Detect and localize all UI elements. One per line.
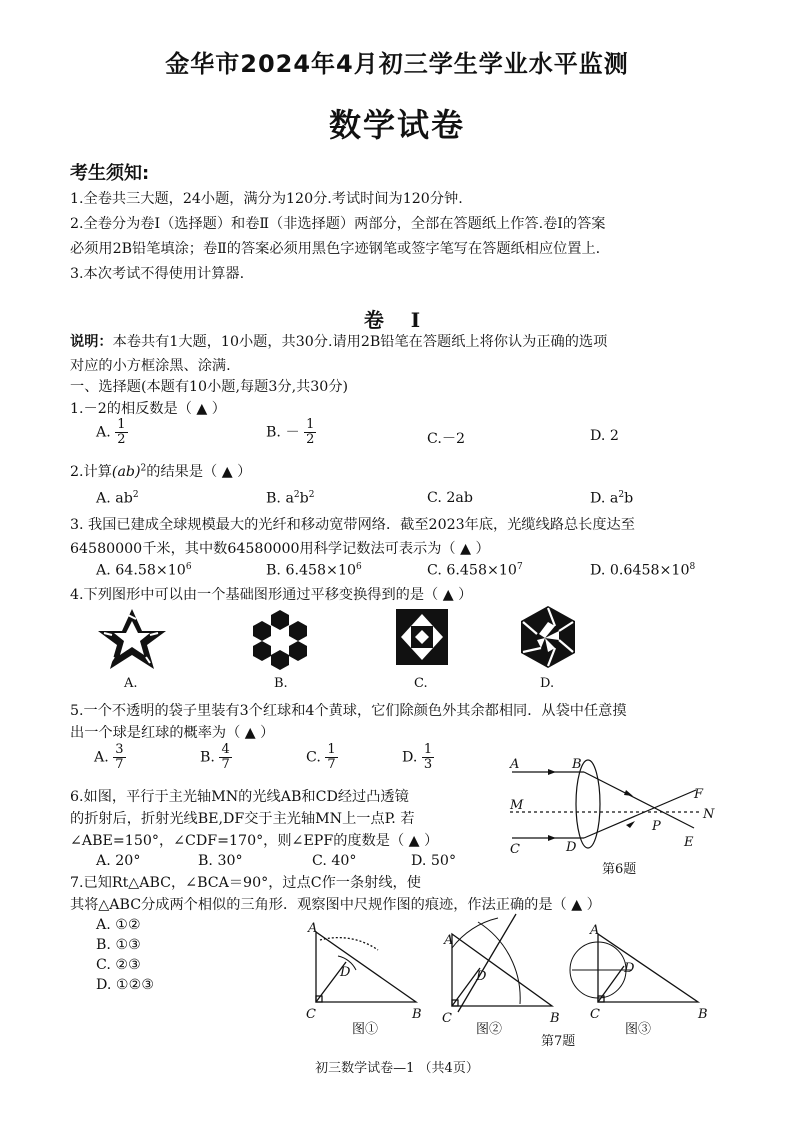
q7-fig1-label-b: B bbox=[412, 1007, 422, 1022]
den: 3 bbox=[423, 757, 433, 772]
txt: A. 64.58×10 bbox=[96, 562, 186, 579]
q1-option-b bbox=[266, 418, 316, 447]
explain-text: 本卷共有1大题，10小题，共30分.请用2B铅笔在答题纸上将你认为正确的选项 bbox=[112, 334, 608, 350]
q7-line-1: 7.已知Rt△ABC，∠BCA＝90°，过点C作一条射线，使 bbox=[70, 875, 421, 891]
q6-line-1: 6.如图，平行于主光轴MN的光线AB和CD经过凸透镜 bbox=[70, 789, 409, 805]
q6-label-f: F bbox=[694, 787, 704, 802]
q1-a-label: A. bbox=[96, 424, 111, 441]
txt: B. bbox=[200, 749, 215, 766]
txt: B. 6.458×10 bbox=[266, 562, 357, 579]
exam-title: 金华市2024年4月初三学生学业水平监测 bbox=[165, 50, 629, 78]
q3-line-2: 64580000千米，其中数64580000用科学记数法可表示为（ ▲ ） bbox=[70, 541, 490, 557]
q2-exp: 2 bbox=[140, 463, 147, 474]
num: 1 bbox=[117, 417, 126, 432]
q7-fig2-label-d: D bbox=[476, 969, 487, 984]
q2-option-b bbox=[266, 490, 314, 507]
exp: 2 bbox=[293, 490, 300, 500]
q2-post: 的结果是（ ▲ ） bbox=[146, 464, 252, 480]
q1-option-d: D. 2 bbox=[590, 428, 619, 444]
q7-fig3-label-c: C bbox=[590, 1007, 600, 1022]
q6-label-n: N bbox=[703, 807, 715, 822]
q7-fig2-label-c: C bbox=[442, 1011, 452, 1026]
q3-option-a bbox=[96, 562, 192, 579]
q4-label-d: D. bbox=[540, 676, 555, 691]
q7-fig2-label-b: B bbox=[550, 1011, 560, 1026]
q4-stem: 4.下列图形中可以由一个基础图形通过平移变换得到的是（ ▲ ） bbox=[70, 587, 473, 603]
q6-label-p: P bbox=[652, 819, 661, 834]
q7-fig1-label-d: D bbox=[340, 965, 351, 980]
section-heading: 一、选择题(本题有10小题,每题3分,共30分) bbox=[70, 379, 349, 395]
q1-option-c: C.－2 bbox=[427, 431, 466, 447]
q5-line-1: 5.一个不透明的袋子里装有3个红球和4个黄球，它们除颜色外其余都相同．从袋中任意摸 bbox=[70, 703, 627, 719]
explain-line-2: 对应的小方框涂黑、涂满. bbox=[70, 358, 231, 374]
q7-fig3-label-b: B bbox=[698, 1007, 708, 1022]
q4-figure-c-square-pattern bbox=[393, 606, 451, 668]
q1-option-a bbox=[96, 418, 128, 447]
txt: D. a bbox=[590, 490, 619, 507]
q1-a-fraction bbox=[115, 418, 127, 447]
den: 2 bbox=[117, 432, 126, 447]
explain-label: 说明： bbox=[70, 334, 113, 350]
q4-figure-d-aperture bbox=[515, 604, 581, 670]
num: 4 bbox=[221, 742, 230, 757]
den: 7 bbox=[221, 757, 230, 772]
q6-option-d: D. 50° bbox=[411, 853, 457, 869]
q5-line-2: 出一个球是红球的概率为（ ▲ ） bbox=[70, 725, 275, 741]
notice-item-2-cont: 必须用2B铅笔填涂；卷Ⅱ的答案必须用黑色字迹钢笔或签字笔写在答题纸相应位置上. bbox=[70, 241, 601, 257]
q6-caption: 第6题 bbox=[602, 862, 637, 877]
q3-option-c bbox=[427, 562, 523, 579]
q4-label-b: B. bbox=[274, 676, 288, 691]
notice-item-3: 3.本次考试不得使用计算器. bbox=[70, 266, 245, 282]
frac bbox=[422, 743, 434, 772]
exp: 8 bbox=[689, 562, 696, 572]
q7-fig3-label-d: D bbox=[624, 961, 635, 976]
exp: 6 bbox=[356, 562, 362, 572]
txt: B. a bbox=[266, 490, 294, 507]
q4-label-a: A. bbox=[124, 676, 138, 691]
q1-b-label: B. － bbox=[266, 424, 300, 441]
q7-caption: 第7题 bbox=[541, 1034, 576, 1049]
q6-line-3: ∠ABE=150°，∠CDF=170°，则∠EPF的度数是（ ▲ ） bbox=[70, 833, 439, 849]
q7-fig1-caption: 图① bbox=[352, 1022, 379, 1037]
q2-option-c: C. 2ab bbox=[427, 490, 473, 506]
q4-label-c: C. bbox=[414, 676, 428, 691]
exp: 2 bbox=[618, 490, 625, 500]
q4-figure-b-hexagons bbox=[248, 606, 312, 670]
q2-expr: (ab) bbox=[111, 464, 141, 480]
q7-figure-3 bbox=[568, 920, 718, 1032]
q2-pre: 2.计算 bbox=[70, 464, 112, 480]
q2-option-d bbox=[590, 490, 633, 507]
exp: 2 bbox=[308, 490, 315, 500]
q5-option-b bbox=[200, 743, 232, 772]
txt: A. ab bbox=[96, 490, 133, 507]
q6-label-c: C bbox=[510, 842, 520, 857]
txt: b bbox=[299, 490, 309, 507]
q2-option-a bbox=[96, 490, 139, 507]
notice-item-2: 2.全卷分为卷Ⅰ（选择题）和卷Ⅱ（非选择题）两部分，全部在答题纸上作答.卷Ⅰ的答案 bbox=[70, 216, 606, 232]
q2-stem bbox=[70, 461, 251, 481]
q7-option-a: A. ①② bbox=[96, 917, 141, 933]
q5-option-c bbox=[306, 743, 338, 772]
q3-option-d bbox=[590, 562, 695, 579]
q4-figure-a-star bbox=[92, 605, 172, 675]
explain-line-1 bbox=[70, 331, 607, 351]
q6-label-d: D bbox=[566, 840, 577, 855]
frac bbox=[325, 743, 337, 772]
txt: D. 0.6458×10 bbox=[590, 562, 690, 579]
txt: C. 6.458×10 bbox=[427, 562, 517, 579]
page-footer: 初三数学试卷—1 （共4页） bbox=[315, 1061, 479, 1076]
q6-label-a: A bbox=[510, 757, 520, 772]
den: 7 bbox=[327, 757, 336, 772]
q6-lens-diagram bbox=[500, 754, 730, 874]
txt: C. bbox=[306, 749, 321, 766]
q7-option-b: B. ①③ bbox=[96, 937, 141, 953]
q7-line-2: 其将△ABC分成两个相似的三角形．观察图中尺规作图的痕迹，作法正确的是（ ▲ ） bbox=[70, 897, 601, 913]
q5-option-d bbox=[402, 743, 434, 772]
exp: 7 bbox=[516, 562, 523, 572]
q7-option-c: C. ②③ bbox=[96, 957, 141, 973]
q7-fig2-caption: 图② bbox=[476, 1022, 503, 1037]
notice-item-1: 1.全卷共三大题，24小题，满分为120分.考试时间为120分钟. bbox=[70, 191, 463, 207]
q5-option-a bbox=[94, 743, 126, 772]
frac bbox=[219, 743, 231, 772]
q7-figure-2 bbox=[438, 908, 568, 1032]
num: 3 bbox=[115, 742, 124, 757]
q3-option-b bbox=[266, 562, 362, 579]
q7-fig2-label-a: A bbox=[444, 933, 454, 948]
q7-fig1-label-c: C bbox=[306, 1007, 316, 1022]
exp: 2 bbox=[132, 490, 139, 500]
q6-label-b: B bbox=[572, 757, 582, 772]
den: 7 bbox=[115, 757, 124, 772]
num: 1 bbox=[327, 742, 336, 757]
frac bbox=[113, 743, 125, 772]
q6-option-a: A. 20° bbox=[96, 853, 141, 869]
q6-line-2: 的折射后，折射光线BE,DF交于主光轴MN上一点P. 若 bbox=[70, 811, 415, 827]
volume-title: 卷 Ⅰ bbox=[363, 308, 431, 332]
q7-option-d: D. ①②③ bbox=[96, 977, 155, 993]
notice-heading: 考生须知: bbox=[70, 163, 150, 184]
num: 1 bbox=[423, 742, 433, 757]
q1-stem: 1.－2的相反数是（ ▲ ） bbox=[70, 401, 226, 417]
q6-label-m: M bbox=[510, 798, 524, 813]
q7-figure-1 bbox=[300, 920, 430, 1032]
q3-line-1: 3. 我国已建成全球规模最大的光纤和移动宽带网络．截至2023年底，光缆线路总长度达至 bbox=[70, 517, 635, 533]
exp: 6 bbox=[185, 562, 192, 572]
q7-fig1-label-a: A bbox=[308, 921, 318, 936]
txt: A. bbox=[94, 749, 109, 766]
num: 1 bbox=[306, 417, 315, 432]
txt: b bbox=[624, 490, 634, 507]
q6-option-c: C. 40° bbox=[312, 853, 357, 869]
exam-subtitle: 数学试卷 bbox=[328, 106, 465, 144]
txt: D. bbox=[402, 749, 418, 766]
q6-option-b: B. 30° bbox=[198, 853, 243, 869]
den: 2 bbox=[306, 432, 315, 447]
q7-fig3-caption: 图③ bbox=[625, 1022, 652, 1037]
q6-label-e: E bbox=[684, 835, 694, 850]
q1-b-fraction bbox=[304, 418, 316, 447]
q7-fig3-label-a: A bbox=[590, 923, 600, 938]
